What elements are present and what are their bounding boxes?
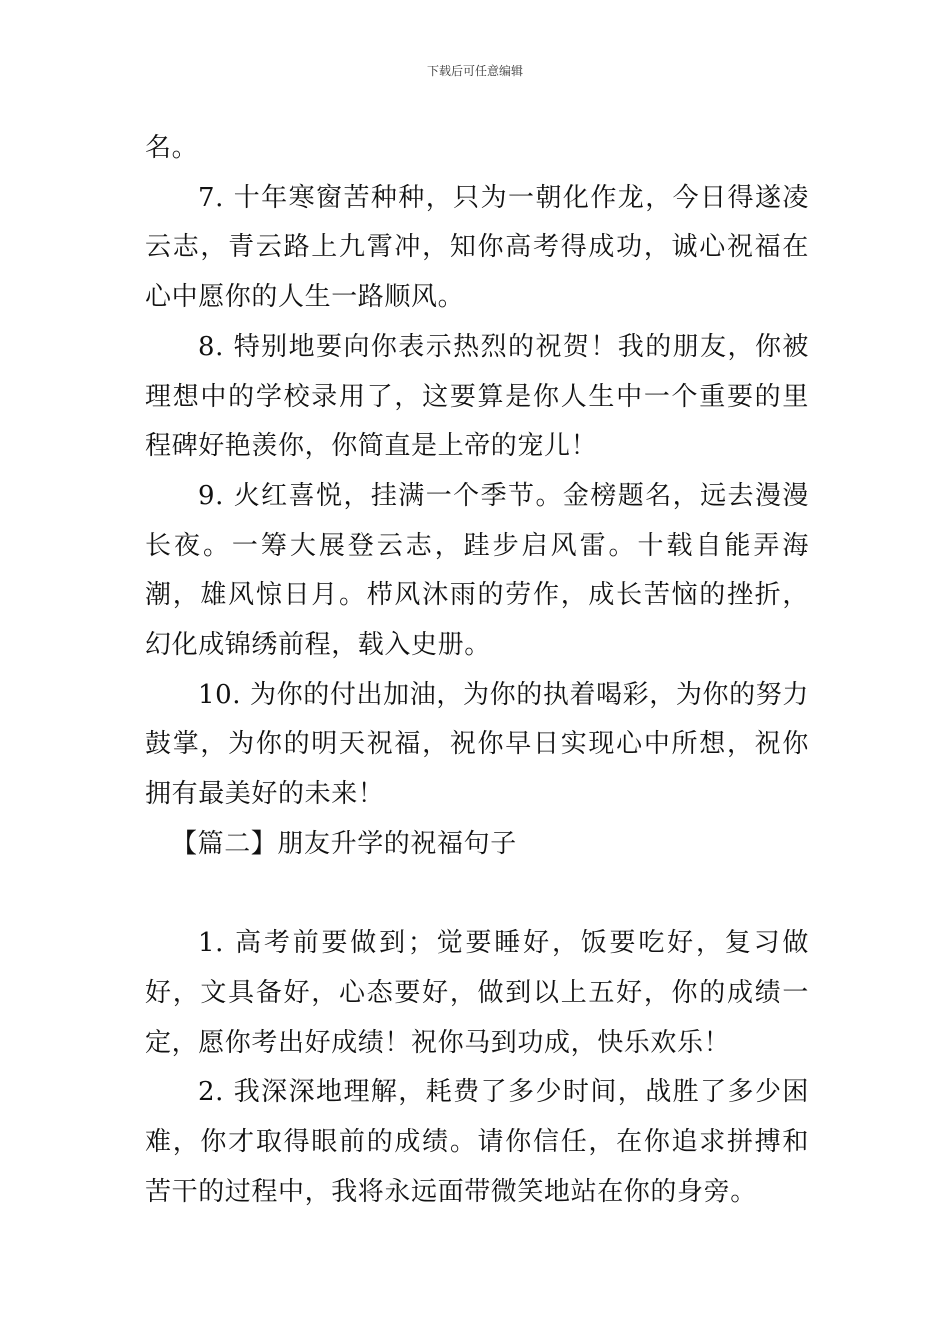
section-title: 【篇二】朋友升学的祝福句子 — [171, 828, 517, 859]
section-spacer — [145, 870, 809, 920]
paragraph-item-9: 9. 火红喜悦，挂满一个季节。金榜题名，远去漫漫长夜。一筹大展登云志，跬步启风雷。十载自能弄海潮，雄风惊日月。栉风沐雨的劳作，成长苦恼的挫折，幻化成锦绣前程，载入史册。 — [145, 480, 809, 661]
document-body — [145, 124, 809, 1217]
paragraph-item-10: 10. 为你的付出加油，为你的执着喝彩，为你的努力鼓掌，为你的明天祝福，祝你早日实现心中所想，祝你拥有最美好的未来！ — [145, 679, 809, 810]
paragraph-item-1: 1. 高考前要做到；觉要睡好，饭要吃好，复习做好，文具备好，心态要好，做到以上五好，你的成绩一定，愿你考出好成绩！祝你马到功成，快乐欢乐！ — [145, 928, 809, 1058]
paragraph-continuation: 名。 — [145, 133, 199, 163]
paragraph-item-2: 2. 我深深地理解，耗费了多少时间，战胜了多少困难，你才取得眼前的成绩。请你信任，在你追求拼搏和苦干的过程中，我将永远面带微笑地站在你的身旁。 — [145, 1077, 809, 1207]
paragraph-item-7: 7. 十年寒窗苦种种，只为一朝化作龙，今日得遂凌云志，青云路上九霄冲，知你高考得成功，诚心祝福在心中愿你的人生一路顺风。 — [145, 182, 809, 313]
paragraph-item-8: 8. 特别地要向你表示热烈的祝贺！我的朋友，你被理想中的学校录用了，这要算是你人生中一个重要的里程碑好艳羡你，你简直是上帝的宠儿！ — [145, 331, 809, 462]
page-header: 下载后可任意编辑 — [426, 64, 523, 78]
